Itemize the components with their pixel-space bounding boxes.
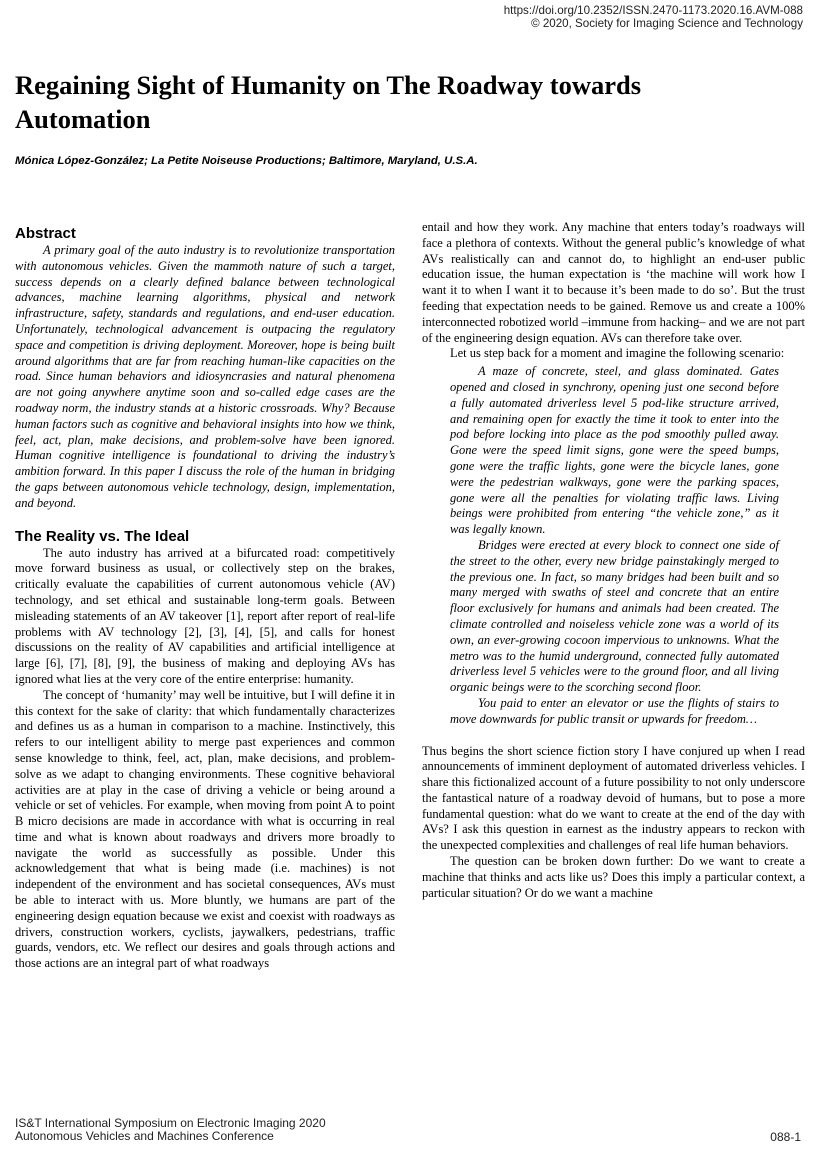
page-number: 088-1 (770, 1130, 801, 1144)
symposium-name: IS&T International Symposium on Electronic Imaging 2020 (15, 1116, 326, 1130)
excerpt-paragraph: A maze of concrete, steel, and glass dominated. Gates opened and closed in synchrony, opening just one second before a fully automated driverless level 5 pod-like structure arrived, and remaining open for exactly the time it took to enter into the pod before locking into place as the pod smoothly pulled away. Gone were the speed limit signs, gone were the speed bumps, gone were the traffic lights, gone were the bicycle lanes, gone were the pedestrian walkways, gone were the parking spaces, gone were all the penalties for violating traffic laws. Living beings were prohibited from entering “the vehicle zone,” as it was legally known. (450, 364, 779, 537)
paper-title: Regaining Sight of Humanity on The Roadway towards Automation (15, 70, 642, 134)
left-column (15, 225, 395, 972)
abstract-heading: Abstract (15, 225, 76, 242)
right-column (422, 220, 805, 901)
section-heading: The Reality vs. The Ideal (15, 527, 190, 545)
body-paragraph: The question can be broken down further: Do we want to create a machine that thinks and acts like us? Does this imply a particular context, a particular situation? Or do we want a machine (422, 854, 805, 900)
body-paragraph: The auto industry has arrived at a bifurcated road: competitively move forward business as usual, or collectively step on the brakes, critically evaluate the capabilities of current autonomous vehicle (AV) technology, and set ethical and sustainable long-term goals. Between misleading statements of an AV takeover [1], report after report of real-life problems with AV technology [2], [3], [4], [5], and calls for honest discussions on the reality of AV capabilities and artificial intelligence at large [6], [7], [8], [9], the business of making and deploying AVs has ignored what lies at the very core of the entire enterprise: humanity. (15, 545, 395, 686)
body-paragraph: entail and how they work. Any machine that enters today’s roadways will face a plethora of contexts. Without the general public’s knowledge of what AVs realistically can and cannot do, to highlight an end-user public education issue, the human expectation is ‘the machine will work how I want it to when I want it to because it’s been made to do so’. But the trust feeding that expectation needs to be gained. Remove us and create a 100% interconnected robotized world –immune from hacking– and we are not part of the engineering design equation. AVs can therefore take over. (422, 220, 805, 345)
conference-footer (15, 1117, 326, 1143)
author-affiliation: Mónica López-González; La Petite Noiseuse Productions; Baltimore, Maryland, U.S.A. (15, 155, 478, 167)
doi-link[interactable]: https://doi.org/10.2352/ISSN.2470-1173.2020.16.AVM-088 (503, 4, 803, 17)
abstract-text: A primary goal of the auto industry is to revolutionize transportation with autonomous vehicles. Given the mammoth nature of such a target, success depends on a clearly defined balance between technological advances, machine learning algorithms, physical and network infrastructure, safety, standards and regulations, and end-user education. Unfortunately, technological advancement is outpacing the regulatory space and competition is driving deployment. Moreover, hope is being built around algorithms that are far from reaching human-like capacities on the road. Since human behaviors and idiosyncrasies and natural phenomena are not going anywhere anytime soon and so-called edge cases are the roadway norm, the industry stands at a historic crossroads. Why? Because human factors such as cognitive and behavioral insights into how we think, feel, act, plan, make decisions, and problem-solve have been ignored. Human cognitive intelligence is foundational to driving the industry’s ambition forward. In this paper I discuss the role of the human in bridging the gaps between autonomous vehicle technology, design, implementation, and beyond. (15, 243, 395, 510)
body-paragraph: Thus begins the short science fiction story I have conjured up when I read announcements of imminent deployment of automated driverless vehicles. I share this fictionalized account of a future possibility to not only underscore the fantastical nature of a roadway devoid of humans, but to pose a more fundamental question: what do we want to create at the end of the day with AVs? I ask this question in earnest as the industry appears to reckon with the unexpected complexities and challenges of real life human behaviors. (422, 743, 805, 853)
body-paragraph: The concept of ‘humanity’ may well be intuitive, but I will define it in this context for the sake of clarity: that which fundamentally characterizes and defines us as a human in comparison to a machine. Instinctively, this refers to our intelligent ability to merge past experiences and common sense knowledge to think, feel, act, plan, make decisions, and problem-solve as we adapt to changing environments. These cognitive behavioral activities are at play in the case of driving a vehicle or being around a vehicle or set of vehicles. For example, when moving from point A to point B micro decisions are made in accordance with what is occurring in real time and what is known about roadways and drivers more broadly to navigate the world as successfully as possible. Under this acknowledgement that what is being made (i.e. machines) is not independent of the environment and has societal consequences, AVs must be able to interact with us. More bluntly, we humans are part of the engineering design equation because we exist and coexist with roadways as drivers, construction workers, cyclists, jaywalkers, pedestrians, traffic guards, vendors, etc. We reflect our desires and goals through actions and those actions are an integral part of what roadways (15, 687, 395, 971)
excerpt-paragraph: Bridges were erected at every block to connect one side of the street to the other, every new bridge painstakingly merged to the previous one. In fact, so many bridges had been built and so many merged with swaths of steel and concrete that an entire floor exclusively for humans and animals had been created. The climate controlled and noiseless vehicle zone was a world of its own, an ever-growing cocoon impervious to unknowns. What the metro was to the humid underground, connected fully automated driverless level 5 vehicles were to the ground floor, and all living organic beings were to the scorching second floor. (450, 537, 779, 695)
page-header (504, 4, 803, 30)
excerpt-paragraph: You paid to enter an elevator or use the flights of stairs to move downwards for public transit or upwards for freedom… (450, 695, 779, 726)
copyright-notice: © 2020, Society for Imaging Science and Technology (531, 17, 803, 30)
body-paragraph: Let us step back for a moment and imagine the following scenario: (450, 346, 785, 361)
fiction-excerpt (450, 364, 779, 727)
conference-name: Autonomous Vehicles and Machines Conference (15, 1129, 274, 1143)
